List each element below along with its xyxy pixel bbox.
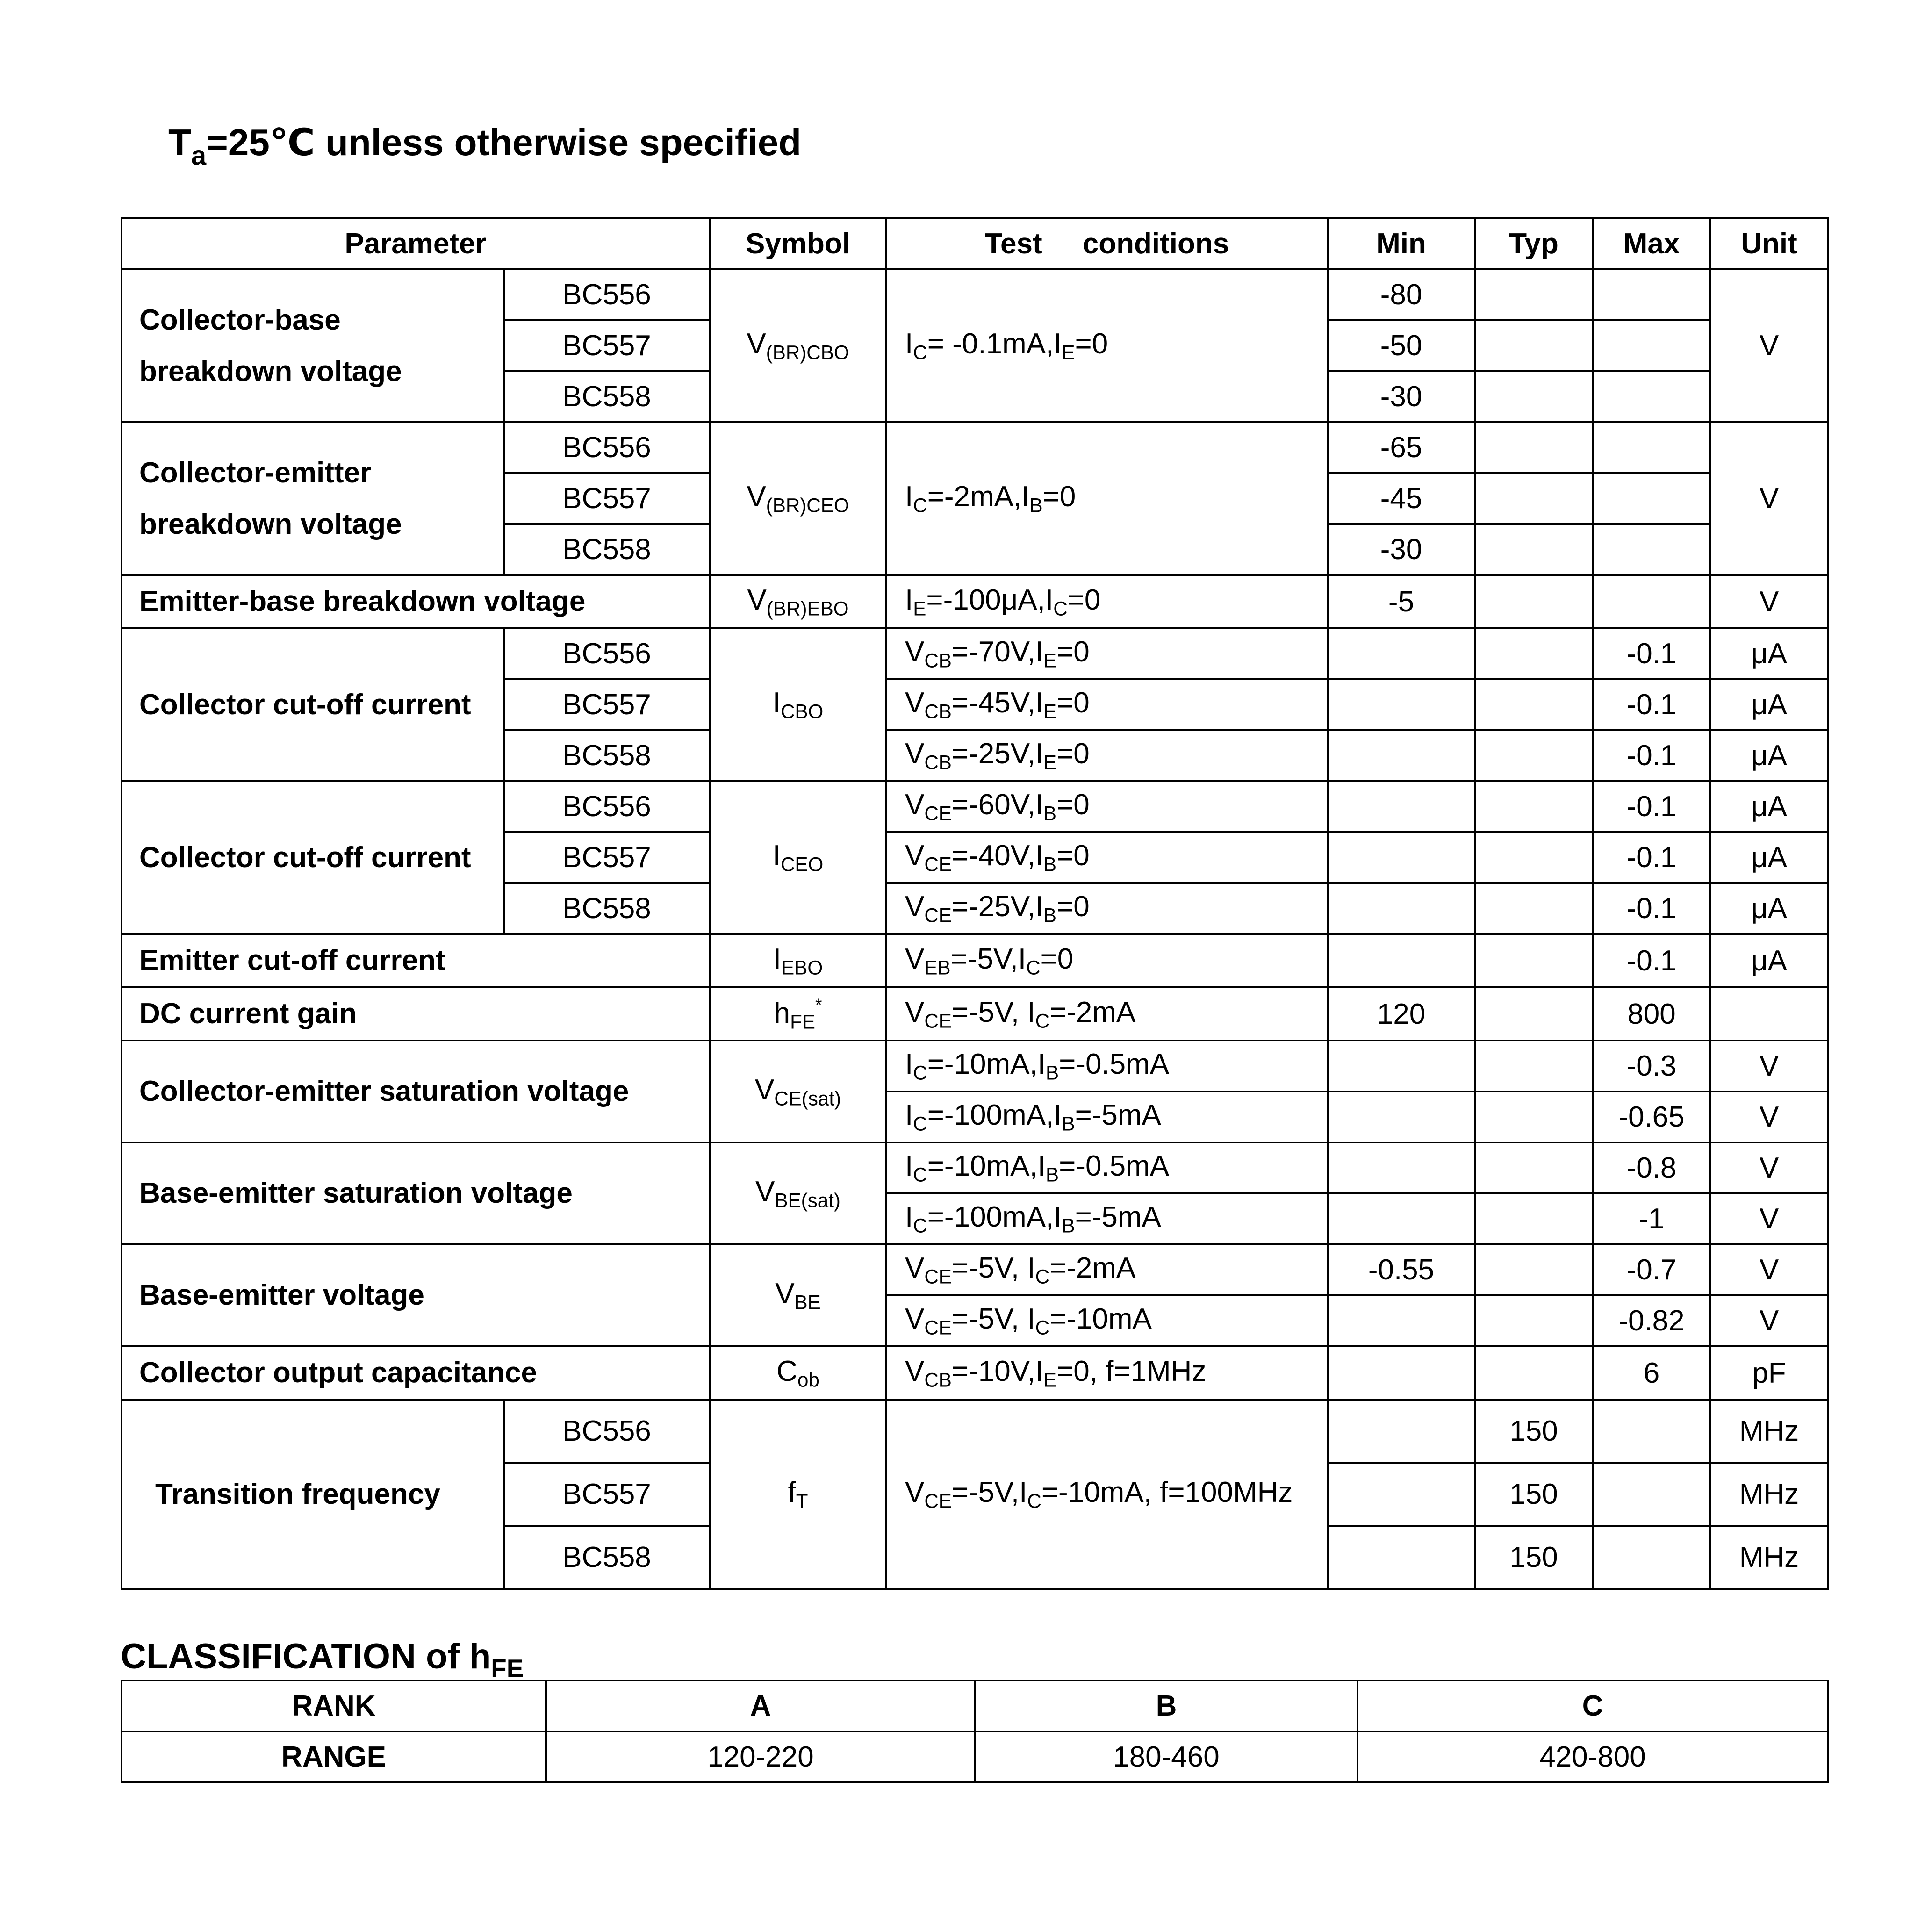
symbol-cell: $V_{CE(sat)}$ [710, 1041, 886, 1142]
min-cell: -45 [1328, 473, 1475, 524]
unit-cell: V [1710, 1193, 1828, 1244]
unit-cell: V [1710, 1142, 1828, 1193]
param-collector-cutoff-iceo: Collector cut-off current [122, 781, 504, 934]
range-b: 180-460 [975, 1731, 1357, 1782]
unit-cell: V [1710, 1295, 1828, 1346]
header-symbol: Symbol [710, 218, 886, 269]
range-c: 420-800 [1357, 1731, 1828, 1782]
range-label: RANGE [122, 1731, 546, 1782]
condition-cell: $V_{CE}=-5V$, $I_C=-2mA$ [886, 987, 1328, 1041]
typ-cell: 150 [1475, 1526, 1593, 1589]
condition-cell: $V_{CE}=-60V,I_B=0$ [886, 781, 1328, 832]
header-max: Max [1593, 218, 1710, 269]
min-cell [1328, 1526, 1475, 1589]
symbol-cell: $f_T$ [710, 1400, 886, 1589]
param-collector-cutoff-icbo: Collector cut-off current [122, 628, 504, 781]
unit-cell: V [1710, 269, 1828, 422]
typ-cell [1475, 730, 1593, 781]
typ-cell [1475, 422, 1593, 473]
unit-cell: MHz [1710, 1463, 1828, 1526]
max-cell: -0.65 [1593, 1092, 1710, 1142]
typ-cell [1475, 679, 1593, 730]
condition-cell: $V_{CE}=-5V$, $I_C=-10mA$ [886, 1295, 1328, 1346]
device-cell: BC558 [504, 883, 710, 934]
header-min: Min [1328, 218, 1475, 269]
max-cell [1593, 422, 1710, 473]
max-cell: 800 [1593, 987, 1710, 1041]
max-cell: -0.1 [1593, 832, 1710, 883]
typ-cell [1475, 883, 1593, 934]
condition-cell: $I_C=-2mA,I_B=0$ [886, 422, 1328, 575]
max-cell [1593, 575, 1710, 628]
electrical-characteristics-table [121, 217, 1829, 1590]
param-collector-emitter-breakdown: Collector-emitter breakdown voltage [122, 422, 504, 575]
param-collector-base-breakdown: Collector-base breakdown voltage [122, 269, 504, 422]
symbol-cell: $V_{(BR)CEO}$ [710, 422, 886, 575]
max-cell [1593, 269, 1710, 320]
condition-cell: $V_{CB}=-70V,I_E=0$ [886, 628, 1328, 679]
typ-cell [1475, 524, 1593, 575]
typ-cell [1475, 1092, 1593, 1142]
device-cell: BC558 [504, 371, 710, 422]
table-row [122, 1041, 1828, 1092]
min-cell [1328, 1295, 1475, 1346]
typ-cell [1475, 575, 1593, 628]
typ-cell [1475, 987, 1593, 1041]
typ-cell [1475, 832, 1593, 883]
min-cell [1328, 883, 1475, 934]
max-cell: -0.1 [1593, 679, 1710, 730]
max-cell [1593, 1400, 1710, 1463]
max-cell: -1 [1593, 1193, 1710, 1244]
rank-b: B [975, 1681, 1357, 1731]
max-cell [1593, 371, 1710, 422]
max-cell: -0.3 [1593, 1041, 1710, 1092]
param-emitter-base-breakdown: Emitter-base breakdown voltage [122, 575, 710, 628]
header-test-conditions: Test conditions [886, 218, 1328, 269]
header-parameter: Parameter [122, 218, 710, 269]
min-cell [1328, 679, 1475, 730]
min-cell [1328, 730, 1475, 781]
param-output-capacitance: Collector output capacitance [122, 1346, 710, 1400]
typ-cell [1475, 1295, 1593, 1346]
symbol-cell: $I_{CBO}$ [710, 628, 886, 781]
unit-cell: μA [1710, 679, 1828, 730]
unit-cell: V [1710, 575, 1828, 628]
max-cell: -0.7 [1593, 1244, 1710, 1295]
unit-cell: V [1710, 1092, 1828, 1142]
unit-cell: V [1710, 1244, 1828, 1295]
symbol-cell: $V_{BE}$ [710, 1244, 886, 1346]
max-cell [1593, 320, 1710, 371]
table-row [122, 1731, 1828, 1782]
min-cell: -30 [1328, 524, 1475, 575]
device-cell: BC556 [504, 422, 710, 473]
symbol-cell: $I_{EBO}$ [710, 934, 886, 987]
range-a: 120-220 [546, 1731, 975, 1782]
table-row [122, 628, 1828, 679]
typ-cell [1475, 371, 1593, 422]
table-row [122, 269, 1828, 320]
max-cell [1593, 1526, 1710, 1589]
min-cell: -30 [1328, 371, 1475, 422]
device-cell: BC558 [504, 1526, 710, 1589]
typ-cell [1475, 1193, 1593, 1244]
condition-cell: $V_{CE}=-5V$, $I_C=-2mA$ [886, 1244, 1328, 1295]
max-cell [1593, 524, 1710, 575]
max-cell: -0.82 [1593, 1295, 1710, 1346]
max-cell: -0.1 [1593, 730, 1710, 781]
symbol-cell: $h_{FE}^*$ [710, 987, 886, 1041]
device-cell: BC557 [504, 1463, 710, 1526]
table-row [122, 934, 1828, 987]
condition-cell: $V_{CE}=-40V,I_B=0$ [886, 832, 1328, 883]
header-typ: Typ [1475, 218, 1593, 269]
unit-cell: V [1710, 422, 1828, 575]
typ-cell [1475, 1244, 1593, 1295]
max-cell: -0.1 [1593, 934, 1710, 987]
unit-cell: MHz [1710, 1526, 1828, 1589]
unit-cell: V [1710, 1041, 1828, 1092]
unit-cell: MHz [1710, 1400, 1828, 1463]
table-row [122, 1681, 1828, 1731]
device-cell: BC556 [504, 628, 710, 679]
min-cell: -0.55 [1328, 1244, 1475, 1295]
min-cell [1328, 1041, 1475, 1092]
typ-cell [1475, 1142, 1593, 1193]
table-row [122, 1142, 1828, 1193]
device-cell: BC556 [504, 269, 710, 320]
table-row [122, 987, 1828, 1041]
min-cell: 120 [1328, 987, 1475, 1041]
symbol-cell: $V_{BE(sat)}$ [710, 1142, 886, 1244]
device-cell: BC557 [504, 832, 710, 883]
unit-cell: μA [1710, 934, 1828, 987]
min-cell: -65 [1328, 422, 1475, 473]
table-row [122, 422, 1828, 473]
typ-cell [1475, 473, 1593, 524]
symbol-cell: $V_{(BR)EBO}$ [710, 575, 886, 628]
typ-cell [1475, 1041, 1593, 1092]
unit-cell: μA [1710, 628, 1828, 679]
condition-cell: $V_{CB}=-45V,I_E=0$ [886, 679, 1328, 730]
classification-table [121, 1680, 1829, 1783]
symbol-cell: $V_{(BR)CBO}$ [710, 269, 886, 422]
device-cell: BC557 [504, 473, 710, 524]
typ-cell [1475, 320, 1593, 371]
condition-cell: $I_C=-100mA,I_B=-5mA$ [886, 1193, 1328, 1244]
table-row [122, 1400, 1828, 1463]
max-cell: -0.8 [1593, 1142, 1710, 1193]
table-row [122, 781, 1828, 832]
min-cell [1328, 1400, 1475, 1463]
param-transition-frequency: Transition frequency [122, 1400, 504, 1589]
min-cell [1328, 781, 1475, 832]
device-cell: BC558 [504, 730, 710, 781]
max-cell: -0.1 [1593, 628, 1710, 679]
symbol-cell: $C_{ob}$ [710, 1346, 886, 1400]
typ-cell [1475, 269, 1593, 320]
condition-cell: $V_{CE}=-25V,I_B=0$ [886, 883, 1328, 934]
min-cell [1328, 1463, 1475, 1526]
condition-cell: $V_{EB}=-5V,I_C=0$ [886, 934, 1328, 987]
typ-cell [1475, 628, 1593, 679]
table-header-row [122, 218, 1828, 269]
table-row [122, 1346, 1828, 1400]
min-cell [1328, 1346, 1475, 1400]
table-row [122, 1244, 1828, 1295]
condition-cell: $I_C=-10mA,I_B=-0.5mA$ [886, 1041, 1328, 1092]
typ-cell: 150 [1475, 1463, 1593, 1526]
table-row [122, 575, 1828, 628]
header-unit: Unit [1710, 218, 1828, 269]
typ-cell [1475, 934, 1593, 987]
rank-a: A [546, 1681, 975, 1731]
param-vbe: Base-emitter voltage [122, 1244, 710, 1346]
device-cell: BC557 [504, 679, 710, 730]
max-cell: -0.1 [1593, 781, 1710, 832]
min-cell [1328, 934, 1475, 987]
condition-cell: $V_{CB}=-10V,I_E=0$, f=1MHz [886, 1346, 1328, 1400]
param-dc-current-gain: DC current gain [122, 987, 710, 1041]
unit-cell: pF [1710, 1346, 1828, 1400]
min-cell [1328, 1092, 1475, 1142]
page-heading: $T_a=25℃$ unless otherwise specified [168, 122, 802, 171]
min-cell: -50 [1328, 320, 1475, 371]
min-cell [1328, 628, 1475, 679]
param-vbe-sat: Base-emitter saturation voltage [122, 1142, 710, 1244]
unit-cell: μA [1710, 832, 1828, 883]
param-emitter-cutoff: Emitter cut-off current [122, 934, 710, 987]
max-cell: 6 [1593, 1346, 1710, 1400]
device-cell: BC558 [504, 524, 710, 575]
min-cell: -80 [1328, 269, 1475, 320]
classification-heading: CLASSIFICATION of $h_{FE}$ [121, 1637, 524, 1683]
typ-cell: 150 [1475, 1400, 1593, 1463]
condition-cell: $I_C=-10mA,I_B=-0.5mA$ [886, 1142, 1328, 1193]
max-cell [1593, 473, 1710, 524]
rank-label: RANK [122, 1681, 546, 1731]
unit-cell: μA [1710, 883, 1828, 934]
condition-cell: $I_C= -0.1mA,I_E=0$ [886, 269, 1328, 422]
device-cell: BC556 [504, 1400, 710, 1463]
max-cell [1593, 1463, 1710, 1526]
param-vce-sat: Collector-emitter saturation voltage [122, 1041, 710, 1142]
rank-c: C [1357, 1681, 1828, 1731]
device-cell: BC557 [504, 320, 710, 371]
condition-cell: $V_{CB}=-25V,I_E=0$ [886, 730, 1328, 781]
condition-cell: $I_E=-100\mu A,I_C=0$ [886, 575, 1328, 628]
typ-cell [1475, 1346, 1593, 1400]
condition-cell: $I_C=-100mA,I_B=-5mA$ [886, 1092, 1328, 1142]
min-cell [1328, 1193, 1475, 1244]
unit-cell [1710, 987, 1828, 1041]
min-cell [1328, 832, 1475, 883]
unit-cell: μA [1710, 781, 1828, 832]
min-cell [1328, 1142, 1475, 1193]
condition-cell: $V_{CE}=-5V,I_C=-10mA$, f=100MHz [886, 1400, 1328, 1589]
min-cell: -5 [1328, 575, 1475, 628]
typ-cell [1475, 781, 1593, 832]
max-cell: -0.1 [1593, 883, 1710, 934]
symbol-cell: $I_{CEO}$ [710, 781, 886, 934]
device-cell: BC556 [504, 781, 710, 832]
unit-cell: μA [1710, 730, 1828, 781]
